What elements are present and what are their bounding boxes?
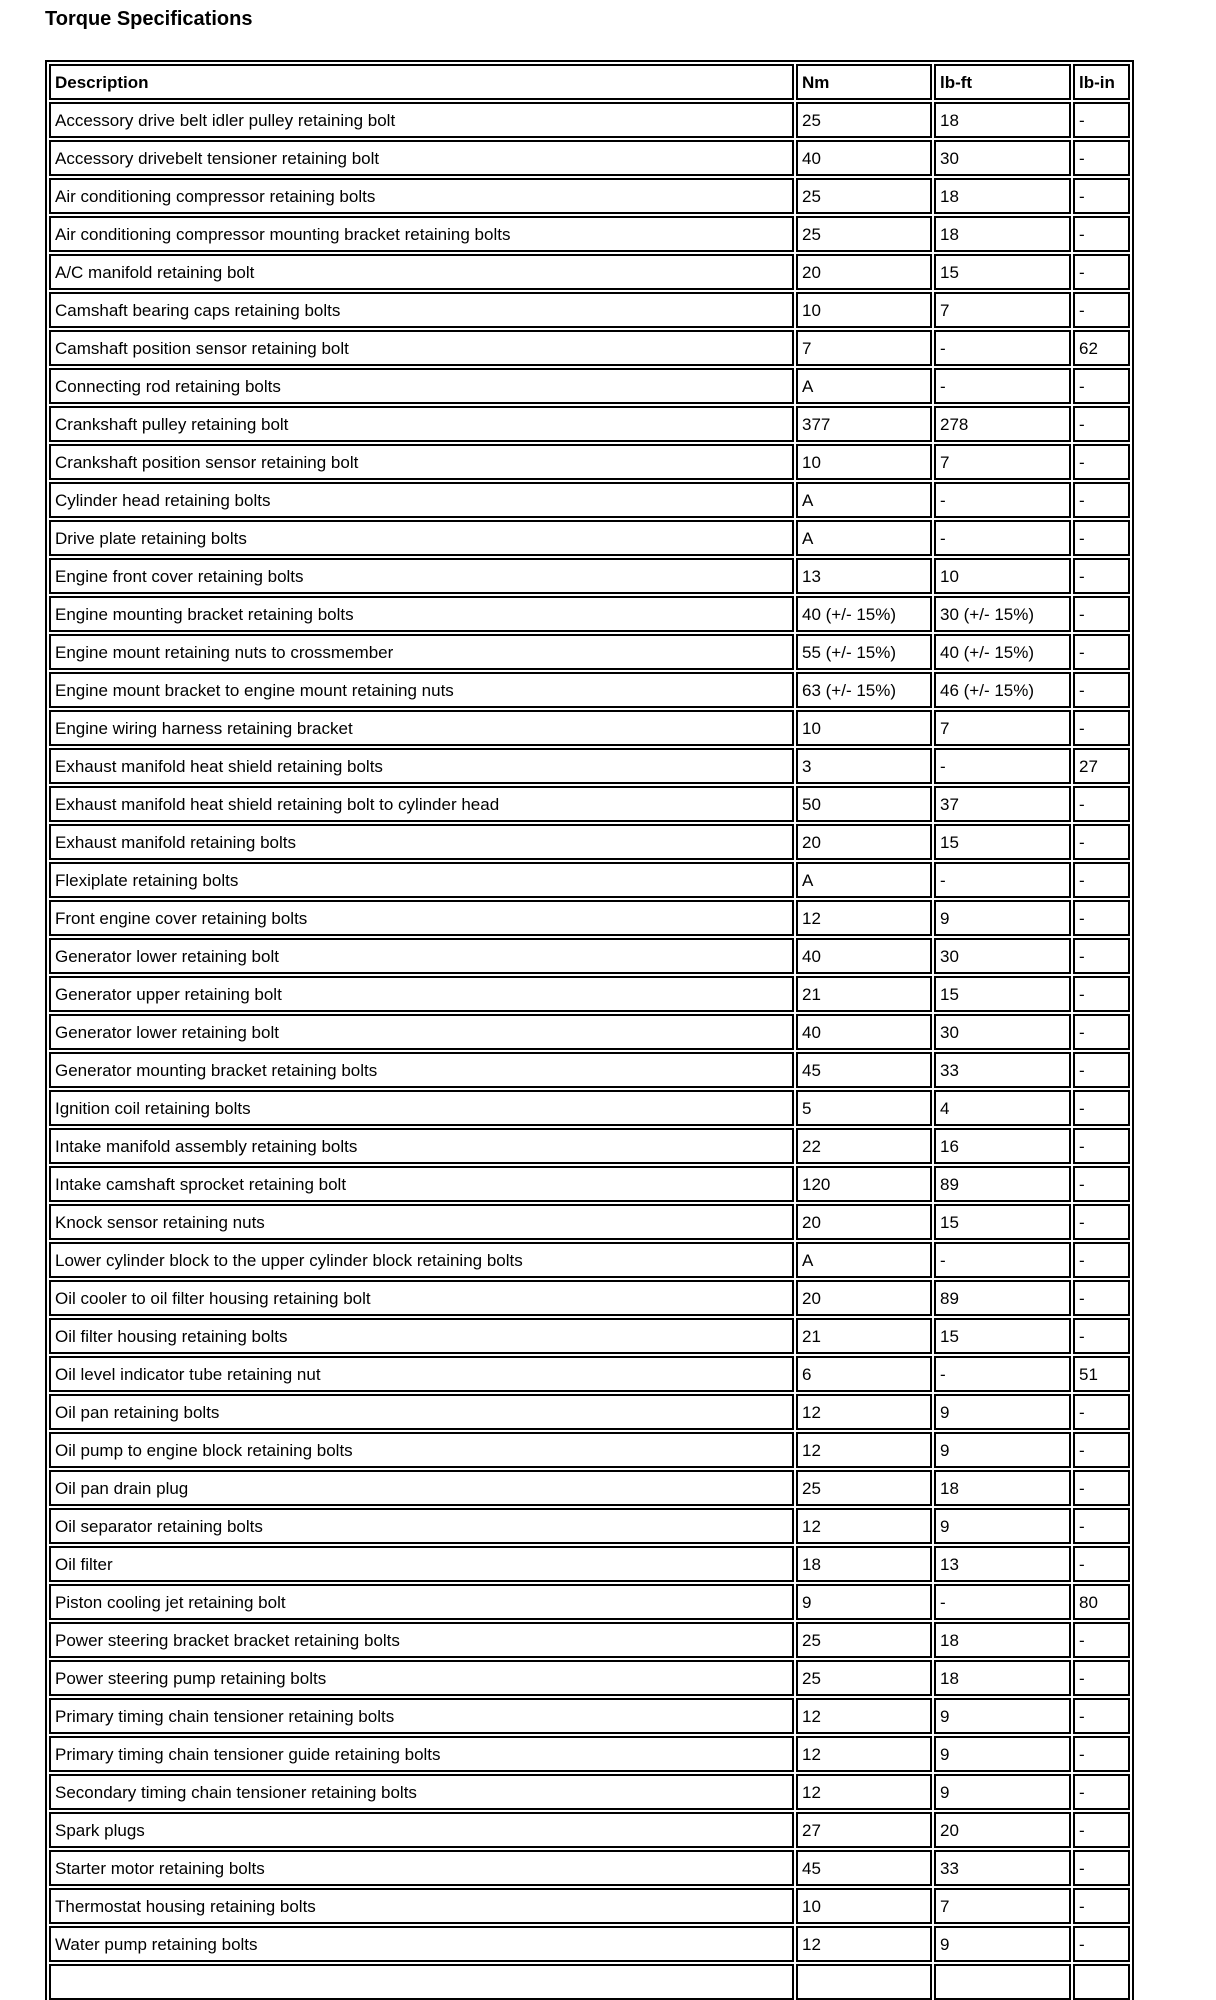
cell-description: Air conditioning compressor mounting bracket retaining bolts xyxy=(49,216,794,252)
cell-description: Oil filter housing retaining bolts xyxy=(49,1318,794,1354)
cell-lb-ft: 9 xyxy=(934,900,1071,936)
cell-lb-ft: 89 xyxy=(934,1280,1071,1316)
cell-description: Connecting rod retaining bolts xyxy=(49,368,794,404)
cell-nm: A xyxy=(796,482,932,518)
cell-lb-ft: 4 xyxy=(934,1090,1071,1126)
cell-description: Oil cooler to oil filter housing retaining bolt xyxy=(49,1280,794,1316)
cell-lb-ft: 18 xyxy=(934,102,1071,138)
cell-lb-ft: - xyxy=(934,1584,1071,1620)
table-row xyxy=(49,1622,1130,1658)
cell-nm: 13 xyxy=(796,558,932,594)
cell-lb-ft: - xyxy=(934,482,1071,518)
cell-lb-in: - xyxy=(1073,862,1130,898)
cell-lb-ft: 37 xyxy=(934,786,1071,822)
table-row xyxy=(49,178,1130,214)
cell-nm: 27 xyxy=(796,1812,932,1848)
cell-lb-in: 27 xyxy=(1073,748,1130,784)
column-header-nm: Nm xyxy=(796,64,932,100)
cell-description: Engine mount bracket to engine mount retaining nuts xyxy=(49,672,794,708)
cell-lb-in: - xyxy=(1073,178,1130,214)
cell-lb-ft: 278 xyxy=(934,406,1071,442)
table-row xyxy=(49,1090,1130,1126)
cell-nm: 40 xyxy=(796,1014,932,1050)
cell-lb-in: - xyxy=(1073,1242,1130,1278)
cell-lb-ft: 33 xyxy=(934,1850,1071,1886)
cell-lb-ft: 15 xyxy=(934,1204,1071,1240)
table-row xyxy=(49,1660,1130,1696)
cell-lb-in: - xyxy=(1073,1090,1130,1126)
cell-lb-in: - xyxy=(1073,1508,1130,1544)
cell-lb-ft: 9 xyxy=(934,1698,1071,1734)
cell-nm: 9 xyxy=(796,1584,932,1620)
cell-nm: 120 xyxy=(796,1166,932,1202)
cell-description: Lower cylinder block to the upper cylinder block retaining bolts xyxy=(49,1242,794,1278)
table-row xyxy=(49,786,1130,822)
cell-lb-in: - xyxy=(1073,1432,1130,1468)
cell-nm: 12 xyxy=(796,1432,932,1468)
table-row xyxy=(49,1774,1130,1810)
cell-nm: 45 xyxy=(796,1850,932,1886)
table-row xyxy=(49,1394,1130,1430)
cell-lb-in: - xyxy=(1073,1850,1130,1886)
table-row xyxy=(49,1242,1130,1278)
table-row xyxy=(49,596,1130,632)
cell-nm: A xyxy=(796,520,932,556)
cell-lb-ft: 15 xyxy=(934,824,1071,860)
cell-nm: 21 xyxy=(796,1318,932,1354)
cell-description: Oil pan retaining bolts xyxy=(49,1394,794,1430)
table-row xyxy=(49,1318,1130,1354)
cell-lb-ft: - xyxy=(934,862,1071,898)
cell-nm: 25 xyxy=(796,1622,932,1658)
table-row xyxy=(49,330,1130,366)
cell-nm: A xyxy=(796,862,932,898)
cell-nm: 10 xyxy=(796,710,932,746)
cell-lb-in: - xyxy=(1073,1698,1130,1734)
cell-lb-in: - xyxy=(1073,1888,1130,1924)
cell-nm xyxy=(796,1964,932,2000)
cell-description: Power steering pump retaining bolts xyxy=(49,1660,794,1696)
cell-description: Primary timing chain tensioner retaining bolts xyxy=(49,1698,794,1734)
cell-description: Camshaft bearing caps retaining bolts xyxy=(49,292,794,328)
cell-description: A/C manifold retaining bolt xyxy=(49,254,794,290)
cell-lb-ft: 15 xyxy=(934,1318,1071,1354)
cell-nm: A xyxy=(796,1242,932,1278)
cell-description: Intake camshaft sprocket retaining bolt xyxy=(49,1166,794,1202)
table-row xyxy=(49,1014,1130,1050)
cell-lb-ft: 30 xyxy=(934,1014,1071,1050)
cell-lb-ft: 30 (+/- 15%) xyxy=(934,596,1071,632)
cell-nm: 7 xyxy=(796,330,932,366)
column-header-lb-ft: lb-ft xyxy=(934,64,1071,100)
table-row xyxy=(49,140,1130,176)
cell-lb-ft: 30 xyxy=(934,938,1071,974)
cell-description: Crankshaft pulley retaining bolt xyxy=(49,406,794,442)
cell-lb-ft: 20 xyxy=(934,1812,1071,1848)
cell-nm: 12 xyxy=(796,1926,932,1962)
cell-lb-in: - xyxy=(1073,216,1130,252)
table-row xyxy=(49,862,1130,898)
table-row xyxy=(49,1508,1130,1544)
cell-nm: 10 xyxy=(796,1888,932,1924)
cell-lb-ft: 7 xyxy=(934,1888,1071,1924)
cell-description: Flexiplate retaining bolts xyxy=(49,862,794,898)
cell-description: Spark plugs xyxy=(49,1812,794,1848)
cell-lb-in: - xyxy=(1073,786,1130,822)
table-row-partial xyxy=(49,1964,1130,2000)
cell-nm: 12 xyxy=(796,1508,932,1544)
cell-description: Oil level indicator tube retaining nut xyxy=(49,1356,794,1392)
cell-nm: 63 (+/- 15%) xyxy=(796,672,932,708)
cell-lb-ft: 18 xyxy=(934,1470,1071,1506)
cell-lb-ft: 9 xyxy=(934,1736,1071,1772)
cell-description: Piston cooling jet retaining bolt xyxy=(49,1584,794,1620)
cell-description: Generator upper retaining bolt xyxy=(49,976,794,1012)
cell-nm: 25 xyxy=(796,102,932,138)
cell-nm: 20 xyxy=(796,1204,932,1240)
table-row xyxy=(49,748,1130,784)
cell-description: Crankshaft position sensor retaining bolt xyxy=(49,444,794,480)
cell-lb-in: - xyxy=(1073,1204,1130,1240)
cell-lb-ft: 18 xyxy=(934,178,1071,214)
cell-description: Exhaust manifold heat shield retaining bolts xyxy=(49,748,794,784)
cell-lb-ft: 13 xyxy=(934,1546,1071,1582)
column-header-lb-in: lb-in xyxy=(1073,64,1130,100)
table-row xyxy=(49,368,1130,404)
cell-lb-in: 51 xyxy=(1073,1356,1130,1392)
cell-nm: 12 xyxy=(796,1736,932,1772)
page-title: Torque Specifications xyxy=(45,8,253,30)
table-row xyxy=(49,1166,1130,1202)
cell-lb-in: - xyxy=(1073,1470,1130,1506)
cell-lb-in: - xyxy=(1073,596,1130,632)
cell-nm: 21 xyxy=(796,976,932,1012)
cell-description: Front engine cover retaining bolts xyxy=(49,900,794,936)
cell-lb-in: - xyxy=(1073,900,1130,936)
cell-nm: 6 xyxy=(796,1356,932,1392)
cell-description: Air conditioning compressor retaining bolts xyxy=(49,178,794,214)
cell-lb-in: - xyxy=(1073,1166,1130,1202)
cell-lb-ft: 33 xyxy=(934,1052,1071,1088)
table-row xyxy=(49,102,1130,138)
cell-nm: 12 xyxy=(796,900,932,936)
cell-lb-ft: - xyxy=(934,520,1071,556)
cell-nm: A xyxy=(796,368,932,404)
cell-lb-in: - xyxy=(1073,672,1130,708)
table-row xyxy=(49,1584,1130,1620)
cell-lb-ft xyxy=(934,1964,1071,2000)
cell-nm: 10 xyxy=(796,292,932,328)
cell-lb-in: - xyxy=(1073,1052,1130,1088)
cell-lb-ft: 18 xyxy=(934,1622,1071,1658)
cell-lb-ft: 7 xyxy=(934,292,1071,328)
table-row xyxy=(49,1736,1130,1772)
cell-lb-in: - xyxy=(1073,140,1130,176)
cell-description: Generator mounting bracket retaining bolts xyxy=(49,1052,794,1088)
cell-description: Secondary timing chain tensioner retaining bolts xyxy=(49,1774,794,1810)
cell-lb-ft: 7 xyxy=(934,444,1071,480)
cell-lb-in: - xyxy=(1073,938,1130,974)
cell-lb-in: - xyxy=(1073,976,1130,1012)
cell-lb-in: - xyxy=(1073,368,1130,404)
cell-lb-in: - xyxy=(1073,1926,1130,1962)
table-row xyxy=(49,1280,1130,1316)
cell-description: Primary timing chain tensioner guide retaining bolts xyxy=(49,1736,794,1772)
table-row xyxy=(49,1850,1130,1886)
cell-lb-in: - xyxy=(1073,824,1130,860)
cell-description: Cylinder head retaining bolts xyxy=(49,482,794,518)
cell-lb-in: - xyxy=(1073,1774,1130,1810)
cell-nm: 40 xyxy=(796,140,932,176)
cell-description: Starter motor retaining bolts xyxy=(49,1850,794,1886)
cell-description xyxy=(49,1964,794,2000)
cell-description: Engine front cover retaining bolts xyxy=(49,558,794,594)
table-row xyxy=(49,1926,1130,1962)
cell-lb-ft: 10 xyxy=(934,558,1071,594)
cell-lb-ft: 9 xyxy=(934,1394,1071,1430)
cell-lb-ft: 18 xyxy=(934,1660,1071,1696)
cell-lb-in xyxy=(1073,1964,1130,2000)
cell-lb-in: 80 xyxy=(1073,1584,1130,1620)
table-row xyxy=(49,558,1130,594)
table-row xyxy=(49,254,1130,290)
cell-lb-ft: - xyxy=(934,330,1071,366)
cell-description: Knock sensor retaining nuts xyxy=(49,1204,794,1240)
cell-description: Generator lower retaining bolt xyxy=(49,938,794,974)
cell-description: Exhaust manifold retaining bolts xyxy=(49,824,794,860)
cell-nm: 55 (+/- 15%) xyxy=(796,634,932,670)
cell-description: Oil filter xyxy=(49,1546,794,1582)
cell-nm: 12 xyxy=(796,1774,932,1810)
cell-lb-ft: 46 (+/- 15%) xyxy=(934,672,1071,708)
table-row xyxy=(49,1128,1130,1164)
table-row xyxy=(49,1888,1130,1924)
cell-lb-ft: - xyxy=(934,1356,1071,1392)
table-row xyxy=(49,1812,1130,1848)
cell-nm: 50 xyxy=(796,786,932,822)
cell-lb-ft: 18 xyxy=(934,216,1071,252)
cell-lb-in: - xyxy=(1073,1736,1130,1772)
table-row xyxy=(49,1204,1130,1240)
cell-lb-ft: 15 xyxy=(934,254,1071,290)
cell-nm: 18 xyxy=(796,1546,932,1582)
cell-lb-in: - xyxy=(1073,292,1130,328)
cell-lb-ft: - xyxy=(934,1242,1071,1278)
cell-description: Generator lower retaining bolt xyxy=(49,1014,794,1050)
cell-nm: 20 xyxy=(796,824,932,860)
cell-description: Engine mount retaining nuts to crossmember xyxy=(49,634,794,670)
cell-nm: 12 xyxy=(796,1698,932,1734)
table-row xyxy=(49,520,1130,556)
cell-nm: 25 xyxy=(796,216,932,252)
table-row xyxy=(49,938,1130,974)
cell-lb-in: - xyxy=(1073,1394,1130,1430)
cell-description: Thermostat housing retaining bolts xyxy=(49,1888,794,1924)
cell-nm: 25 xyxy=(796,1470,932,1506)
cell-description: Exhaust manifold heat shield retaining bolt to cylinder head xyxy=(49,786,794,822)
cell-lb-ft: - xyxy=(934,748,1071,784)
table-row xyxy=(49,976,1130,1012)
cell-nm: 40 xyxy=(796,938,932,974)
cell-nm: 45 xyxy=(796,1052,932,1088)
table-row xyxy=(49,1356,1130,1392)
cell-description: Accessory drivebelt tensioner retaining bolt xyxy=(49,140,794,176)
cell-lb-in: - xyxy=(1073,1812,1130,1848)
table-row xyxy=(49,710,1130,746)
cell-lb-in: - xyxy=(1073,102,1130,138)
cell-lb-ft: 7 xyxy=(934,710,1071,746)
column-header-description: Description xyxy=(49,64,794,100)
cell-lb-ft: 9 xyxy=(934,1926,1071,1962)
cell-nm: 377 xyxy=(796,406,932,442)
cell-nm: 22 xyxy=(796,1128,932,1164)
cell-lb-in: - xyxy=(1073,1128,1130,1164)
cell-lb-ft: 89 xyxy=(934,1166,1071,1202)
cell-lb-in: - xyxy=(1073,1280,1130,1316)
cell-lb-in: - xyxy=(1073,254,1130,290)
table-row xyxy=(49,444,1130,480)
cell-lb-in: - xyxy=(1073,1318,1130,1354)
cell-nm: 25 xyxy=(796,178,932,214)
cell-lb-in: - xyxy=(1073,558,1130,594)
table-row xyxy=(49,406,1130,442)
cell-nm: 5 xyxy=(796,1090,932,1126)
cell-lb-in: 62 xyxy=(1073,330,1130,366)
cell-lb-in: - xyxy=(1073,1546,1130,1582)
cell-lb-in: - xyxy=(1073,1660,1130,1696)
cell-description: Water pump retaining bolts xyxy=(49,1926,794,1962)
cell-lb-in: - xyxy=(1073,406,1130,442)
cell-nm: 20 xyxy=(796,1280,932,1316)
cell-nm: 12 xyxy=(796,1394,932,1430)
cell-description: Oil pump to engine block retaining bolts xyxy=(49,1432,794,1468)
table-row xyxy=(49,1698,1130,1734)
table-body xyxy=(49,102,1130,2000)
cell-lb-in: - xyxy=(1073,710,1130,746)
cell-description: Accessory drive belt idler pulley retaining bolt xyxy=(49,102,794,138)
cell-lb-ft: 15 xyxy=(934,976,1071,1012)
cell-nm: 20 xyxy=(796,254,932,290)
cell-description: Camshaft position sensor retaining bolt xyxy=(49,330,794,366)
table-row xyxy=(49,216,1130,252)
table-row xyxy=(49,292,1130,328)
cell-description: Drive plate retaining bolts xyxy=(49,520,794,556)
cell-nm: 40 (+/- 15%) xyxy=(796,596,932,632)
cell-description: Oil pan drain plug xyxy=(49,1470,794,1506)
cell-lb-in: - xyxy=(1073,482,1130,518)
cell-nm: 25 xyxy=(796,1660,932,1696)
cell-description: Intake manifold assembly retaining bolts xyxy=(49,1128,794,1164)
cell-lb-ft: 40 (+/- 15%) xyxy=(934,634,1071,670)
cell-lb-in: - xyxy=(1073,1622,1130,1658)
cell-lb-ft: - xyxy=(934,368,1071,404)
table-row xyxy=(49,1470,1130,1506)
table-row xyxy=(49,900,1130,936)
cell-description: Power steering bracket bracket retaining bolts xyxy=(49,1622,794,1658)
table-row xyxy=(49,1052,1130,1088)
table-row xyxy=(49,824,1130,860)
table-row xyxy=(49,1432,1130,1468)
cell-lb-ft: 9 xyxy=(934,1432,1071,1468)
torque-specifications-table xyxy=(45,60,1134,2000)
table-row xyxy=(49,1546,1130,1582)
cell-description: Ignition coil retaining bolts xyxy=(49,1090,794,1126)
cell-lb-in: - xyxy=(1073,444,1130,480)
cell-lb-ft: 9 xyxy=(934,1508,1071,1544)
cell-lb-ft: 30 xyxy=(934,140,1071,176)
cell-lb-in: - xyxy=(1073,520,1130,556)
table-row xyxy=(49,634,1130,670)
cell-nm: 10 xyxy=(796,444,932,480)
cell-lb-ft: 9 xyxy=(934,1774,1071,1810)
table-row xyxy=(49,482,1130,518)
cell-description: Engine wiring harness retaining bracket xyxy=(49,710,794,746)
cell-lb-in: - xyxy=(1073,634,1130,670)
header-row xyxy=(49,64,1130,100)
cell-description: Engine mounting bracket retaining bolts xyxy=(49,596,794,632)
cell-nm: 3 xyxy=(796,748,932,784)
table-row xyxy=(49,672,1130,708)
cell-lb-in: - xyxy=(1073,1014,1130,1050)
cell-lb-ft: 16 xyxy=(934,1128,1071,1164)
cell-description: Oil separator retaining bolts xyxy=(49,1508,794,1544)
